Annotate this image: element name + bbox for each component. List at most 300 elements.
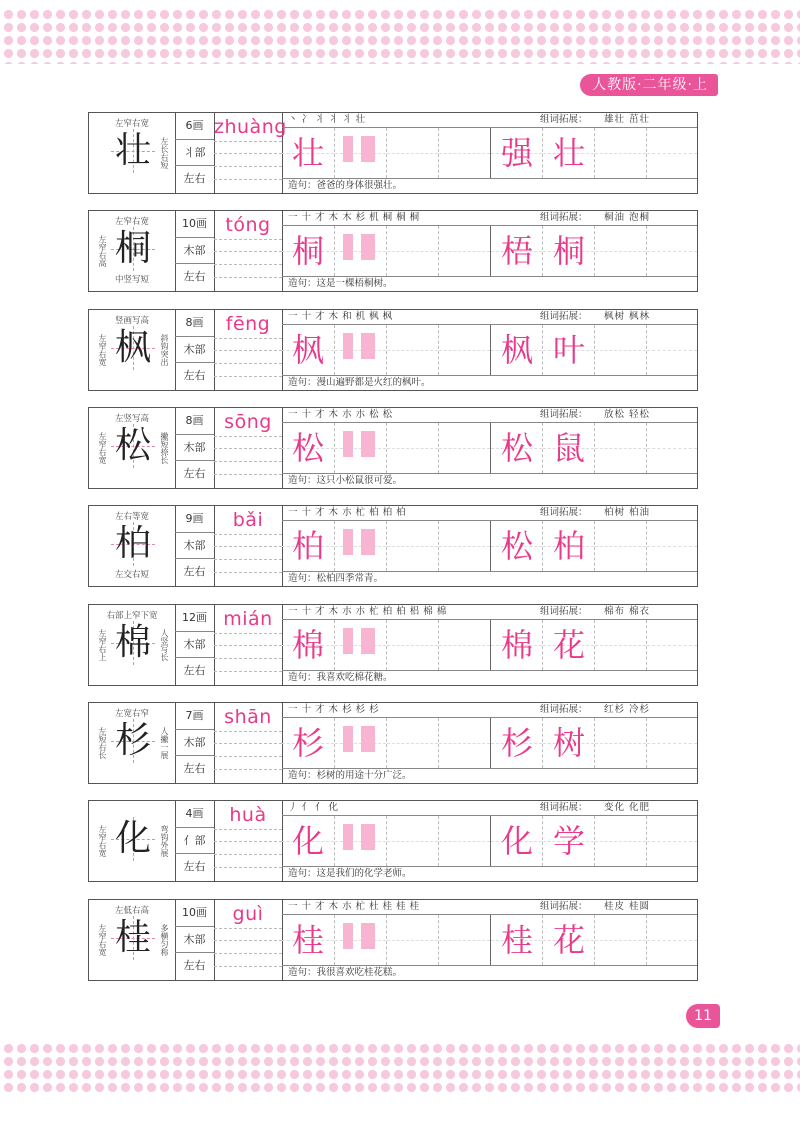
practice-cell bbox=[594, 325, 646, 375]
practice-cell bbox=[542, 816, 594, 866]
character-card bbox=[88, 112, 698, 194]
trace-character: 化 bbox=[291, 822, 324, 860]
practice-cell bbox=[594, 423, 646, 473]
character-card bbox=[88, 210, 698, 292]
model-character: 枫 bbox=[114, 327, 151, 368]
practice-cell bbox=[334, 226, 386, 276]
practice-cell bbox=[282, 423, 334, 473]
words-label: 组词拓展： bbox=[540, 802, 588, 813]
trace-block bbox=[343, 824, 353, 850]
practice-area bbox=[282, 408, 697, 488]
character-info bbox=[175, 310, 215, 390]
structure: 左右 bbox=[183, 270, 206, 284]
stroke-order-row bbox=[282, 310, 697, 325]
model-character-cell bbox=[89, 506, 176, 586]
stroke-order: 一 十 才 木 朩 杧 柏 柏 柏 bbox=[288, 507, 407, 518]
trace-character: 棉 bbox=[291, 626, 324, 664]
trace-character: 松 bbox=[291, 429, 324, 467]
model-character: 松 bbox=[114, 425, 151, 466]
practice-cell bbox=[490, 816, 542, 866]
writing-tip-left: 左窄右宽 bbox=[98, 825, 107, 857]
practice-area bbox=[282, 801, 697, 881]
character-card bbox=[88, 407, 698, 489]
trace-character: 松 bbox=[500, 429, 533, 467]
tian-grid bbox=[111, 916, 155, 960]
pinyin-guide-line bbox=[214, 953, 282, 954]
practice-cell bbox=[490, 915, 542, 965]
practice-cell bbox=[542, 521, 594, 571]
words-label: 组词拓展： bbox=[540, 114, 588, 125]
writing-tip-left: 左窄右宽 bbox=[98, 924, 107, 956]
writing-practice-row bbox=[282, 620, 697, 671]
practice-cell bbox=[490, 128, 542, 178]
trace-block bbox=[361, 431, 375, 457]
practice-cell bbox=[386, 226, 438, 276]
word-examples: 桐油 泡桐 bbox=[604, 212, 651, 223]
practice-cell bbox=[334, 128, 386, 178]
writing-tip-right: 多横匀称 bbox=[160, 924, 169, 956]
pinyin-guide-line bbox=[214, 141, 282, 142]
pinyin-guide-line bbox=[214, 572, 282, 573]
pinyin-guide-line bbox=[214, 534, 282, 535]
trace-character: 棉 bbox=[500, 626, 533, 664]
words-label: 组词拓展： bbox=[540, 409, 588, 420]
practice-cell bbox=[438, 226, 490, 276]
character-info bbox=[175, 801, 215, 881]
words-label: 组词拓展： bbox=[540, 311, 588, 322]
tian-grid bbox=[111, 326, 155, 370]
practice-cell bbox=[438, 915, 490, 965]
trace-character: 桂 bbox=[291, 921, 324, 959]
stroke-order-row bbox=[282, 801, 697, 816]
model-character-cell bbox=[89, 310, 176, 390]
model-character-cell bbox=[89, 900, 176, 980]
radical: 木部 bbox=[175, 337, 214, 364]
practice-cell bbox=[334, 915, 386, 965]
writing-practice-row bbox=[282, 423, 697, 474]
trace-block bbox=[361, 923, 375, 949]
pinyin-cell bbox=[214, 113, 287, 193]
model-character: 化 bbox=[114, 818, 151, 859]
character-info bbox=[175, 113, 215, 193]
model-character-cell bbox=[89, 113, 176, 193]
writing-practice-row bbox=[282, 226, 697, 277]
stroke-count: 9画 bbox=[175, 506, 214, 533]
pinyin-guide-line bbox=[214, 658, 282, 659]
pinyin-cell bbox=[214, 605, 283, 685]
pinyin-guide-line bbox=[214, 277, 282, 278]
structure: 左右 bbox=[183, 565, 206, 579]
writing-tip-left: 左窄右上 bbox=[98, 629, 107, 661]
writing-tip-top: 左右等宽 bbox=[114, 512, 149, 522]
character-card bbox=[88, 702, 698, 784]
character-card bbox=[88, 309, 698, 391]
example-sentence: 造句：这是一棵梧桐树。 bbox=[288, 278, 393, 289]
word-examples: 棉布 棉衣 bbox=[604, 606, 651, 617]
model-character-cell bbox=[89, 211, 176, 291]
trace-character: 柏 bbox=[552, 527, 585, 565]
practice-cell bbox=[646, 521, 697, 571]
pinyin-guide-line bbox=[214, 251, 282, 252]
practice-area bbox=[282, 113, 697, 193]
practice-cell bbox=[646, 915, 697, 965]
practice-cell bbox=[594, 620, 646, 670]
practice-cell bbox=[282, 521, 334, 571]
pinyin: tóng bbox=[225, 214, 271, 236]
stroke-order-row bbox=[282, 211, 697, 226]
practice-cell bbox=[334, 423, 386, 473]
word-examples: 枫树 枫林 bbox=[604, 311, 651, 322]
example-sentence: 造句：这只小松鼠很可爱。 bbox=[288, 475, 403, 486]
trace-character: 桐 bbox=[291, 232, 324, 270]
pinyin-guide-line bbox=[214, 928, 282, 929]
practice-cell bbox=[594, 915, 646, 965]
trace-character: 杉 bbox=[291, 724, 324, 762]
writing-tip-top: 竖画写高 bbox=[114, 316, 149, 326]
practice-cell bbox=[334, 521, 386, 571]
practice-cell bbox=[386, 620, 438, 670]
trace-character: 叶 bbox=[552, 331, 585, 369]
writing-tip-top: 右部上窄下宽 bbox=[106, 611, 158, 621]
structure: 左右 bbox=[183, 467, 206, 481]
writing-tip-left: 左短右长 bbox=[98, 727, 107, 759]
practice-cell bbox=[282, 816, 334, 866]
example-sentence: 造句：松柏四季常青。 bbox=[288, 573, 384, 584]
writing-tip-top: 左窄右宽 bbox=[114, 119, 149, 129]
practice-cell bbox=[282, 915, 334, 965]
pinyin-guide-line bbox=[214, 436, 282, 437]
words-label: 组词拓展： bbox=[540, 507, 588, 518]
practice-cell bbox=[542, 915, 594, 965]
model-character: 棉 bbox=[114, 622, 151, 663]
practice-cell bbox=[386, 521, 438, 571]
word-examples: 放松 轻松 bbox=[604, 409, 651, 420]
writing-practice-row bbox=[282, 521, 697, 572]
writing-tip-top: 左窄右宽 bbox=[114, 217, 149, 227]
writing-practice-row bbox=[282, 325, 697, 376]
practice-cell bbox=[438, 620, 490, 670]
trace-character: 壮 bbox=[291, 134, 324, 172]
writing-tip-bottom: 中竖写短 bbox=[114, 275, 149, 285]
pinyin-cell bbox=[214, 310, 283, 390]
stroke-order-row bbox=[282, 113, 697, 128]
writing-practice-row bbox=[282, 816, 697, 867]
pinyin: zhuàng bbox=[214, 116, 287, 138]
practice-cell bbox=[386, 915, 438, 965]
trace-block bbox=[361, 136, 375, 162]
stroke-order: 一 十 才 木 木 杉 机 桐 桐 桐 bbox=[288, 212, 420, 223]
stroke-count: 12画 bbox=[175, 605, 214, 632]
model-character-cell bbox=[89, 703, 176, 783]
radical: 木部 bbox=[175, 238, 214, 265]
structure: 左右 bbox=[183, 172, 206, 186]
writing-tip-left: 左窄右高 bbox=[98, 235, 107, 267]
practice-cell bbox=[386, 816, 438, 866]
model-character: 桐 bbox=[114, 228, 151, 269]
stroke-order: 丶 冫 丬 丬 丬 壮 bbox=[288, 114, 366, 125]
practice-cell bbox=[542, 226, 594, 276]
stroke-order: 丿 亻 亻 化 bbox=[288, 802, 339, 813]
practice-cell bbox=[438, 128, 490, 178]
character-info bbox=[175, 900, 215, 980]
tian-grid bbox=[111, 817, 155, 861]
pinyin: sōng bbox=[224, 411, 272, 433]
pinyin-guide-line bbox=[214, 645, 282, 646]
pinyin-guide-line bbox=[214, 769, 282, 770]
writing-tip-top: 左竖写高 bbox=[114, 414, 149, 424]
trace-block bbox=[343, 431, 353, 457]
pinyin-guide-line bbox=[214, 841, 282, 842]
words-label: 组词拓展： bbox=[540, 901, 588, 912]
practice-area bbox=[282, 310, 697, 390]
pinyin-guide-line bbox=[214, 474, 282, 475]
radical: 丬部 bbox=[175, 140, 214, 167]
practice-cell bbox=[334, 620, 386, 670]
word-examples: 柏树 柏油 bbox=[604, 507, 651, 518]
word-examples: 变化 化肥 bbox=[604, 802, 651, 813]
pinyin-guide-line bbox=[214, 671, 282, 672]
stroke-count: 10画 bbox=[175, 900, 214, 927]
practice-cell bbox=[282, 128, 334, 178]
practice-cell bbox=[594, 128, 646, 178]
pinyin-guide-line bbox=[214, 854, 282, 855]
character-card bbox=[88, 800, 698, 882]
model-character-cell bbox=[89, 605, 176, 685]
practice-cell bbox=[646, 718, 697, 768]
radical: 木部 bbox=[175, 730, 214, 757]
trace-character: 化 bbox=[500, 822, 533, 860]
trace-block bbox=[361, 824, 375, 850]
practice-area bbox=[282, 605, 697, 685]
tian-grid bbox=[111, 424, 155, 468]
pinyin: shān bbox=[224, 706, 272, 728]
pinyin: fēng bbox=[225, 313, 271, 335]
writing-tip-bottom: 左交右短 bbox=[114, 570, 149, 580]
pinyin: huà bbox=[229, 804, 267, 826]
stroke-count: 7画 bbox=[175, 703, 214, 730]
word-examples: 红杉 冷杉 bbox=[604, 704, 651, 715]
tian-grid bbox=[111, 227, 155, 271]
pinyin-guide-line bbox=[214, 633, 282, 634]
trace-block bbox=[361, 529, 375, 555]
pinyin-guide-line bbox=[214, 363, 282, 364]
pinyin-cell bbox=[214, 801, 283, 881]
practice-cell bbox=[542, 718, 594, 768]
practice-cell bbox=[594, 816, 646, 866]
pinyin-cell bbox=[214, 506, 283, 586]
practice-cell bbox=[386, 423, 438, 473]
stroke-order: 一 十 才 木 朩 朩 松 松 bbox=[288, 409, 393, 420]
practice-area bbox=[282, 900, 697, 980]
writing-tip-right: 左长右短 bbox=[160, 137, 169, 169]
stroke-order-row bbox=[282, 506, 697, 521]
model-character: 杉 bbox=[114, 720, 151, 761]
pinyin-guide-line bbox=[214, 264, 282, 265]
page-number: 11 bbox=[686, 1004, 720, 1028]
practice-cell bbox=[542, 128, 594, 178]
tian-grid bbox=[111, 719, 155, 763]
practice-cell bbox=[386, 718, 438, 768]
practice-cell bbox=[646, 816, 697, 866]
trace-character: 鼠 bbox=[552, 429, 585, 467]
pinyin-guide-line bbox=[214, 743, 282, 744]
word-examples: 桂皮 桂圆 bbox=[604, 901, 651, 912]
stroke-order-row bbox=[282, 900, 697, 915]
pinyin-guide-line bbox=[214, 448, 282, 449]
trace-block bbox=[343, 529, 353, 555]
character-card bbox=[88, 505, 698, 587]
practice-cell bbox=[386, 128, 438, 178]
trace-block bbox=[343, 234, 353, 260]
pinyin: bǎi bbox=[232, 509, 264, 531]
edition-tag: 人教版·二年级·上 bbox=[580, 74, 718, 96]
trace-character: 枫 bbox=[500, 331, 533, 369]
pinyin: mián bbox=[223, 608, 273, 630]
practice-cell bbox=[386, 325, 438, 375]
tian-grid bbox=[111, 621, 155, 665]
stroke-order: 一 十 才 木 朩 朩 杧 柏 柏 梠 棉 棉 bbox=[288, 606, 447, 617]
example-sentence: 造句：漫山遍野都是火红的枫叶。 bbox=[288, 377, 431, 388]
practice-cell bbox=[646, 128, 697, 178]
writing-tip-right: 斜钩突出 bbox=[160, 334, 169, 366]
pinyin-guide-line bbox=[214, 756, 282, 757]
pinyin-cell bbox=[214, 408, 283, 488]
trace-block bbox=[361, 234, 375, 260]
pinyin-guide-line bbox=[214, 829, 282, 830]
words-label: 组词拓展： bbox=[540, 212, 588, 223]
pinyin-guide-line bbox=[214, 940, 282, 941]
structure: 左右 bbox=[183, 664, 206, 678]
structure: 左右 bbox=[183, 762, 206, 776]
pinyin-cell bbox=[214, 211, 283, 291]
trace-character: 梧 bbox=[500, 232, 533, 270]
trace-character: 强 bbox=[500, 134, 533, 172]
stroke-order: 一 十 才 木 朩 杧 杜 桂 桂 桂 bbox=[288, 901, 420, 912]
practice-area bbox=[282, 506, 697, 586]
writing-practice-row bbox=[282, 915, 697, 966]
trace-character: 柏 bbox=[291, 527, 324, 565]
model-character-cell bbox=[89, 801, 176, 881]
structure: 左右 bbox=[183, 369, 206, 383]
practice-cell bbox=[334, 816, 386, 866]
practice-cell bbox=[334, 325, 386, 375]
practice-cell bbox=[542, 325, 594, 375]
pinyin-guide-line bbox=[214, 731, 282, 732]
example-sentence: 造句：我喜欢吃棉花糖。 bbox=[288, 672, 393, 683]
stroke-count: 8画 bbox=[175, 310, 214, 337]
stroke-order-row bbox=[282, 408, 697, 423]
words-label: 组词拓展： bbox=[540, 704, 588, 715]
pinyin-guide-line bbox=[214, 559, 282, 560]
pinyin-guide-line bbox=[214, 376, 282, 377]
stroke-order: 一 十 才 木 和 机 枫 枫 bbox=[288, 311, 393, 322]
trace-character: 花 bbox=[552, 921, 585, 959]
trace-character: 桐 bbox=[552, 232, 585, 270]
tian-grid bbox=[111, 129, 155, 173]
practice-cell bbox=[490, 423, 542, 473]
structure: 左右 bbox=[183, 959, 206, 973]
practice-cell bbox=[490, 718, 542, 768]
character-info bbox=[175, 408, 215, 488]
trace-character: 学 bbox=[552, 822, 585, 860]
practice-area bbox=[282, 703, 697, 783]
practice-cell bbox=[438, 325, 490, 375]
writing-tip-right: 撇短捺长 bbox=[160, 432, 169, 464]
example-sentence: 造句：爸爸的身体很强壮。 bbox=[288, 180, 403, 191]
pinyin-guide-line bbox=[214, 153, 282, 154]
character-info bbox=[175, 506, 215, 586]
pinyin-guide-line bbox=[214, 179, 282, 180]
model-character-cell bbox=[89, 408, 176, 488]
practice-cell bbox=[282, 226, 334, 276]
writing-tip-left: 左窄右宽 bbox=[98, 432, 107, 464]
example-sentence: 造句：这是我们的化学老师。 bbox=[288, 868, 412, 879]
practice-cell bbox=[282, 620, 334, 670]
words-label: 组词拓展： bbox=[540, 606, 588, 617]
radical: 亻部 bbox=[175, 828, 214, 855]
writing-tip-top: 左低右高 bbox=[114, 906, 149, 916]
trace-character: 杉 bbox=[500, 724, 533, 762]
trace-block bbox=[343, 726, 353, 752]
character-info bbox=[175, 605, 215, 685]
writing-tip-right: 人竖写长 bbox=[160, 629, 169, 661]
trace-character: 桂 bbox=[500, 921, 533, 959]
character-card bbox=[88, 604, 698, 686]
trace-character: 松 bbox=[500, 527, 533, 565]
trace-block bbox=[343, 923, 353, 949]
pinyin-guide-line bbox=[214, 239, 282, 240]
example-sentence: 造句：杉树的用途十分广泛。 bbox=[288, 770, 412, 781]
practice-cell bbox=[646, 325, 697, 375]
trace-block bbox=[343, 628, 353, 654]
writing-tip-right: 人撇一展 bbox=[160, 727, 169, 759]
practice-cell bbox=[594, 718, 646, 768]
radical: 木部 bbox=[175, 533, 214, 560]
pinyin-cell bbox=[214, 900, 283, 980]
stroke-order: 一 十 才 木 杉 杉 杉 bbox=[288, 704, 380, 715]
pinyin-guide-line bbox=[214, 338, 282, 339]
practice-cell bbox=[646, 620, 697, 670]
practice-cell bbox=[438, 718, 490, 768]
trace-character: 壮 bbox=[552, 134, 585, 172]
trace-block bbox=[343, 136, 353, 162]
writing-tip-top: 左宽右窄 bbox=[114, 709, 149, 719]
trace-block bbox=[361, 333, 375, 359]
practice-cell bbox=[438, 521, 490, 571]
pinyin-guide-line bbox=[214, 867, 282, 868]
stroke-count: 6画 bbox=[175, 113, 214, 140]
practice-cell bbox=[438, 423, 490, 473]
practice-cell bbox=[282, 325, 334, 375]
character-info bbox=[175, 211, 215, 291]
practice-cell bbox=[646, 226, 697, 276]
radical: 木部 bbox=[175, 927, 214, 954]
trace-character: 枫 bbox=[291, 331, 324, 369]
pinyin: guì bbox=[232, 903, 264, 925]
practice-cell bbox=[334, 718, 386, 768]
trace-block bbox=[361, 726, 375, 752]
word-examples: 雄壮 茁壮 bbox=[604, 114, 651, 125]
practice-cell bbox=[542, 620, 594, 670]
trace-block bbox=[343, 333, 353, 359]
practice-cell bbox=[542, 423, 594, 473]
practice-area bbox=[282, 211, 697, 291]
practice-cell bbox=[490, 325, 542, 375]
stroke-count: 10画 bbox=[175, 211, 214, 238]
practice-cell bbox=[490, 521, 542, 571]
character-card bbox=[88, 899, 698, 981]
writing-tip-left: 左窄右宽 bbox=[98, 334, 107, 366]
